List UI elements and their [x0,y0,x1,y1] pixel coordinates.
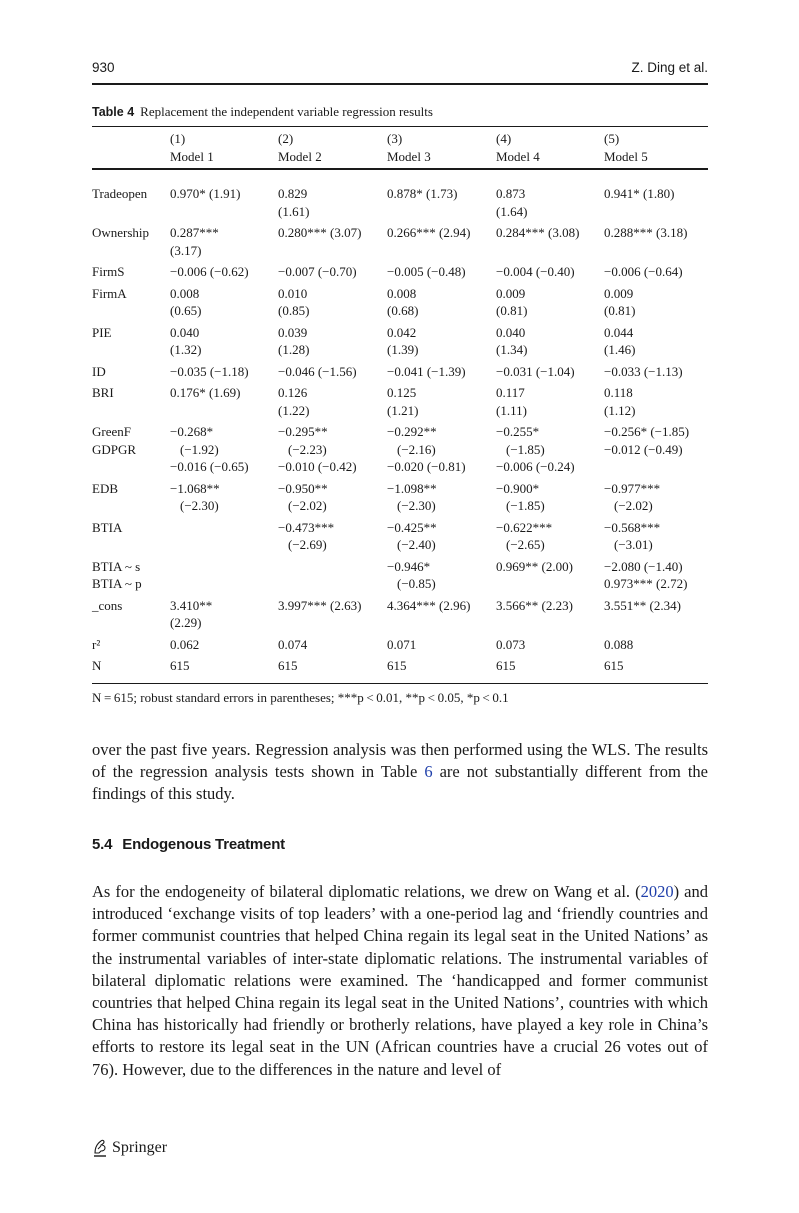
table-cell [278,515,387,554]
cell-value: 0.125 [387,385,417,400]
cell-value: (1.22) [278,402,310,418]
column-number: (5) [604,131,620,146]
cell-value: −0.033 (−1.13) [604,363,683,379]
column-model-name: Model 4 [496,148,540,164]
variable-name [92,554,170,593]
table-cell [278,380,387,419]
paragraph-text: ) and introduced ‘exchange visits of top leaders’ with a one-period lag and ‘friendly countries and former communist countries that helped China regain its legal seat in the United Nations’ as the instrumental variables of inter-state diplomatic relations. The instrumental variables of bilateral diplomatic relations were examined. The ‘handicapped and former communist countries that helped China regain its legal seat in the United Nations’, countries with which China has historically had friendly or brotherly relations, have played a key role in China’s efforts to restore its legal seat in the UN (African countries have a crucial 26 votes out of 76). However, due to the differences in the nature and level of [92,882,708,1079]
cell-value: (2.29) [170,615,202,630]
variable-label: FirmS [92,264,125,279]
table-cell [278,554,387,593]
regression-table [92,129,708,675]
table-cell [278,320,387,359]
variable-name [92,476,170,515]
table-cell [387,220,496,259]
cell-value: 0.970* (1.91) [170,186,241,201]
section-title: Endogenous Treatment [122,836,285,853]
cell-value: −0.473*** [278,519,335,535]
cell-value: (0.81) [496,303,528,318]
variable-name [92,220,170,259]
table-cell [387,281,496,320]
cell-value: 0.074 [278,636,308,652]
table-header-rule [92,168,708,170]
cell-value: −0.016 (−0.65) [170,459,249,474]
cell-value: (−2.30) [180,498,219,513]
table-cell [387,419,496,476]
table-cell [387,380,496,419]
cell-value: 0.009 [496,285,526,301]
table-cell [604,220,708,259]
cell-value: (1.11) [496,402,527,418]
table-cell [496,320,604,359]
table-row [92,359,708,381]
variable-name [92,281,170,320]
cell-value: (1.28) [278,342,310,357]
variable-name [92,653,170,675]
cell-value: (1.12) [604,402,636,418]
table-cell [387,174,496,220]
variable-label: BTIA [92,519,123,535]
table-row [92,259,708,281]
cell-value: −0.255* [496,424,540,439]
cell-value: 0.969** (2.00) [496,558,573,574]
variable-name [92,515,170,554]
table-row [92,653,708,675]
cell-value: −0.946* [387,558,431,574]
variable-label: BRI [92,385,114,400]
table-row [92,515,708,554]
cell-value: −0.622*** [496,519,553,535]
cell-value: 0.044 [604,324,634,340]
cell-value: 0.878* (1.73) [387,186,458,201]
table-cell [387,320,496,359]
springer-horse-icon [92,1138,108,1158]
cell-value: (−2.30) [397,498,436,513]
table-cell [278,593,387,632]
variable-label: ID [92,363,106,379]
variable-label: BTIA ~ p [92,576,142,591]
cell-value: 615 [496,658,516,673]
cell-value: 0.008 [170,285,200,301]
table-row [92,220,708,259]
cell-value: 615 [170,658,190,673]
variable-label: GDPGR [92,441,137,457]
variable-name [92,320,170,359]
table-cell [170,259,278,281]
cell-value: (−1.92) [180,441,219,457]
table-cell [278,476,387,515]
cell-value: (−2.02) [614,498,653,513]
table-cell [604,281,708,320]
cell-value: 615 [604,658,624,673]
cell-value: 0.118 [604,385,633,400]
cell-value: 0.010 [278,285,308,301]
cell-value: −0.900* [496,480,540,496]
cell-value: (0.65) [170,303,202,318]
cell-value: −1.098** [387,480,437,496]
cell-value: (−0.85) [397,576,436,591]
cell-value: 0.280*** (3.07) [278,225,362,240]
table-cell [278,632,387,654]
table-row [92,320,708,359]
cell-value: (1.21) [387,402,419,418]
table-cell [604,476,708,515]
table-cell [170,380,278,419]
table-cell [387,476,496,515]
column-model-name: Model 5 [604,148,648,164]
cell-value: (0.85) [278,303,310,318]
table-cell [604,653,708,675]
table-cell [278,259,387,281]
cell-value: 0.039 [278,324,308,340]
paragraph-endogeneity [92,881,708,1081]
cell-value: 0.873 [496,186,526,201]
variable-label: GreenF [92,424,131,439]
column-number: (3) [387,131,403,146]
table-cell [387,359,496,381]
cell-value: −0.295** [278,424,328,439]
table-cell [604,380,708,419]
table-label: Table 4 [92,105,135,119]
cell-value: (−1.85) [506,441,545,457]
cell-value: −0.006 (−0.62) [170,264,249,279]
publisher-footer [92,1138,167,1158]
cell-value: (−3.01) [614,537,653,552]
table-caption [92,104,433,120]
cell-value: 0.829 [278,186,308,201]
table-cell [604,359,708,381]
table-cell [604,259,708,281]
cell-value: 0.062 [170,636,200,652]
table-cell [496,259,604,281]
header-rule [92,83,708,85]
cell-value: (1.46) [604,342,636,357]
cell-value: 0.040 [170,324,200,340]
variable-name [92,632,170,654]
cell-value: 3.997*** (2.63) [278,597,362,613]
cell-value: −0.006 (−0.24) [496,459,575,474]
cell-value: 3.551** (2.34) [604,597,681,613]
table-cell [496,220,604,259]
cell-value: 615 [278,658,298,673]
cell-value: −0.035 (−1.18) [170,363,249,379]
cell-value: (−1.85) [506,498,545,513]
cell-value: 3.566** (2.23) [496,597,573,613]
cell-value: (−2.23) [288,441,327,457]
cell-value: (1.39) [387,342,419,357]
table-cell [604,419,708,476]
variable-label: FirmA [92,285,127,301]
table-cell [496,419,604,476]
table-cell [604,593,708,632]
table-cell [170,632,278,654]
table-cell [278,419,387,476]
variable-name [92,259,170,281]
cell-value: −0.020 (−0.81) [387,459,466,474]
cell-value: −1.068** [170,480,220,496]
cell-value: 0.288*** (3.18) [604,225,688,240]
variable-label: N [92,658,102,673]
table-cell [170,554,278,593]
cell-value: (1.32) [170,342,202,357]
cell-value: 0.071 [387,636,417,652]
table-row [92,380,708,419]
cell-value: 0.073 [496,636,526,652]
table-cell [170,515,278,554]
table-cell [170,653,278,675]
table-6-link[interactable]: 6 [424,762,433,782]
table-cell [387,259,496,281]
table-cell [170,359,278,381]
cell-value: −0.268* [170,424,214,439]
table-cell [278,220,387,259]
cell-value: 0.284*** (3.08) [496,225,580,240]
cell-value: (1.61) [278,203,310,219]
table-cell [604,515,708,554]
section-number: 5.4 [92,836,113,853]
cell-value: (−2.69) [288,537,327,552]
table-row [92,554,708,593]
cell-value: (1.64) [496,203,528,219]
cell-value: 0.009 [604,285,634,301]
cell-value: 0.040 [496,324,526,340]
cell-value: −0.031 (−1.04) [496,363,575,379]
cell-value: −0.977*** [604,480,661,496]
cell-value: 615 [387,658,407,673]
table-cell [496,476,604,515]
paragraph-wls [92,739,708,806]
citation-2020-link[interactable]: 2020 [640,882,674,901]
table-cell [496,632,604,654]
table-cell [170,174,278,220]
cell-value: 3.410** [170,597,213,613]
cell-value: 4.364*** (2.96) [387,597,471,613]
cell-value: −0.012 (−0.49) [604,441,683,457]
cell-value: 0.973*** (2.72) [604,576,688,591]
table-top-rule [92,126,708,127]
table-row [92,174,708,220]
table-cell [170,593,278,632]
table-cell [604,174,708,220]
table-cell [170,220,278,259]
variable-label: EDB [92,480,118,496]
table-cell [496,380,604,419]
table-cell [604,554,708,593]
cell-value: −0.292** [387,424,437,439]
table-row [92,419,708,476]
table-bottom-rule [92,683,708,684]
paragraph-text: over the past five years. Regression analysis was then performed using the WLS. The results of the regression analysis tests shown in Table [92,740,708,782]
cell-value: (−2.02) [288,498,327,513]
cell-value: −2.080 (−1.40) [604,558,683,574]
cell-value: (−2.16) [397,441,436,457]
cell-value: −0.256* (−1.85) [604,424,690,439]
page-number: 930 [92,60,115,75]
table-cell [170,281,278,320]
cell-value: −0.041 (−1.39) [387,363,466,379]
cell-value: (1.34) [496,342,528,357]
table-cell [604,632,708,654]
column-model-name: Model 2 [278,148,322,164]
table-cell [387,593,496,632]
cell-value: −0.006 (−0.64) [604,264,683,279]
table-row [92,632,708,654]
cell-value: −0.950** [278,480,328,496]
cell-value: (0.81) [604,303,636,318]
table-cell [496,281,604,320]
column-model-name: Model 1 [170,148,214,164]
column-model-name: Model 3 [387,148,431,164]
table-cell [387,515,496,554]
table-cell [496,653,604,675]
variable-name [92,593,170,632]
cell-value: (−2.65) [506,537,545,552]
variable-name [92,419,170,476]
table-cell [387,653,496,675]
variable-name [92,359,170,381]
table-cell [278,359,387,381]
paragraph-text: are not substantially different from the findings of this study. [92,762,708,804]
cell-value: 0.126 [278,385,308,400]
table-row [92,593,708,632]
table-row [92,281,708,320]
cell-value: −0.046 (−1.56) [278,363,357,379]
table-row [92,476,708,515]
column-number: (4) [496,131,512,146]
table-cell [496,554,604,593]
table-cell [170,320,278,359]
variable-name [92,380,170,419]
table-cell [278,281,387,320]
cell-value: 0.287*** [170,225,219,240]
cell-value: (0.68) [387,303,419,318]
column-number: (2) [278,131,294,146]
variable-label: Ownership [92,225,150,240]
cell-value: −0.005 (−0.48) [387,264,466,279]
table-cell [387,632,496,654]
column-number: (1) [170,131,186,146]
table-cell [278,174,387,220]
variable-label: r² [92,636,101,652]
table-cell [604,320,708,359]
cell-value: 0.088 [604,636,634,652]
variable-label: _cons [92,597,123,613]
variable-name [92,174,170,220]
table-cell [496,174,604,220]
cell-value: −0.004 (−0.40) [496,264,575,279]
cell-value: −0.007 (−0.70) [278,264,357,279]
table-cell [387,554,496,593]
variable-label: PIE [92,324,112,340]
table-cell [278,653,387,675]
paragraph-text: As for the endogeneity of bilateral diplomatic relations, we drew on Wang et al. ( [92,882,641,901]
variable-label: BTIA ~ s [92,558,141,574]
table-cell [496,359,604,381]
table-cell [496,593,604,632]
variable-label: Tradeopen [92,186,148,201]
cell-value: 0.266*** (2.94) [387,225,471,240]
publisher-name: Springer [112,1139,168,1156]
table-cell [170,419,278,476]
cell-value: −0.425** [387,519,437,535]
cell-value: −0.568*** [604,519,661,535]
table-footnote: N = 615; robust standard errors in parentheses; ***p < 0.01, **p < 0.05, *p < 0.1 [92,690,509,705]
running-head-authors: Z. Ding et al. [631,60,708,75]
cell-value: 0.941* (1.80) [604,186,675,201]
cell-value: 0.042 [387,324,417,340]
cell-value: −0.010 (−0.42) [278,459,357,474]
table-cell [170,476,278,515]
table-title: Replacement the independent variable regression results [140,104,433,119]
cell-value: 0.117 [496,385,525,400]
cell-value: 0.008 [387,285,417,301]
cell-value: 0.176* (1.69) [170,385,241,400]
cell-value: (−2.40) [397,537,436,552]
table-cell [496,515,604,554]
cell-value: (3.17) [170,242,202,258]
section-heading [92,836,285,853]
